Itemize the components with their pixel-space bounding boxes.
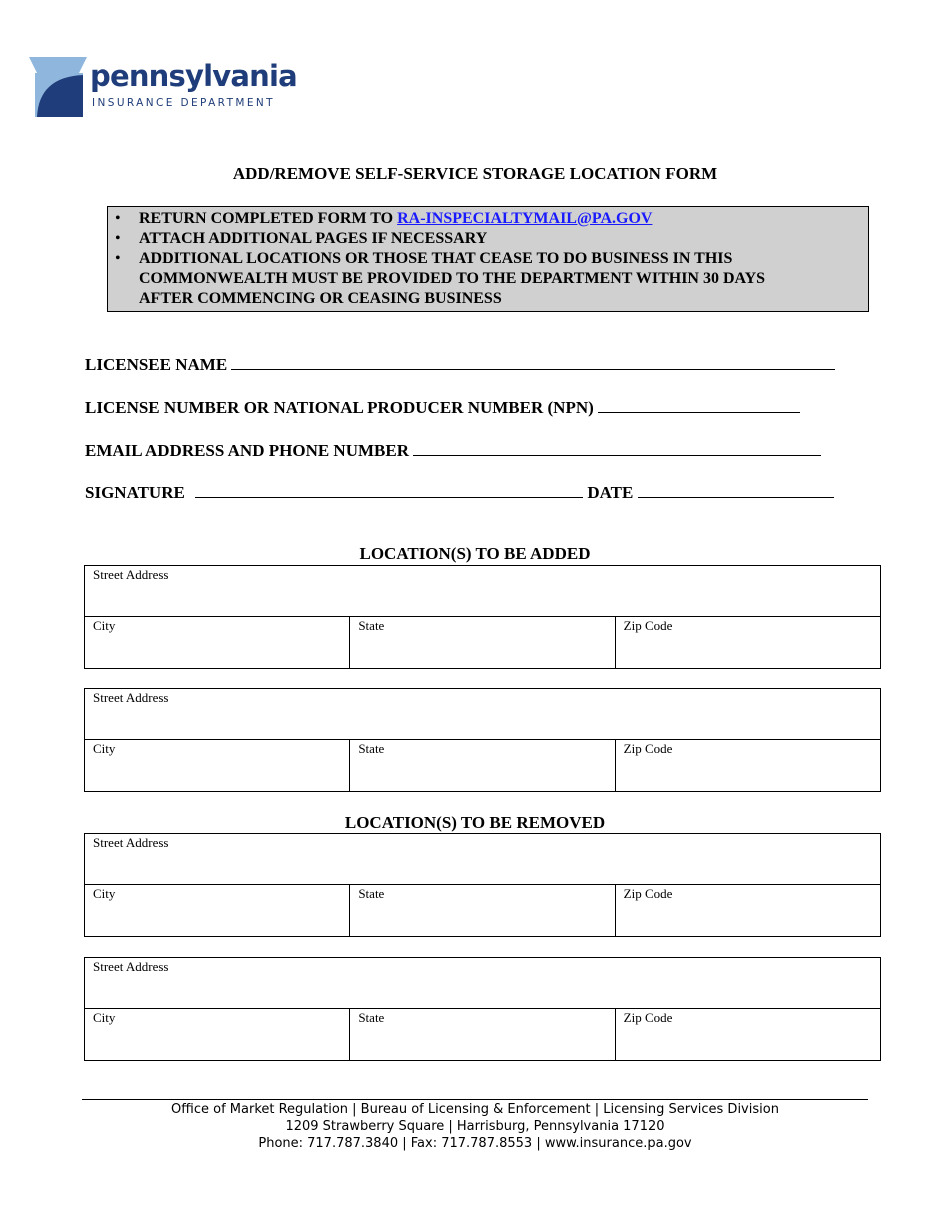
email-phone-input[interactable] [413, 441, 821, 456]
pa-insurance-logo [27, 55, 297, 119]
footer-line-office: Office of Market Regulation | Bureau of Licensing & Enforcement | Licensing Services Division [171, 1102, 779, 1117]
licensee-name-label: LICENSEE NAME [85, 355, 228, 374]
date-label: DATE [587, 483, 634, 502]
city-label: City [93, 1010, 116, 1025]
state-field[interactable] [349, 1009, 614, 1060]
return-email-link[interactable]: RA-INSPECIALTYMAIL@PA.GOV [397, 210, 653, 227]
license-number-row [85, 398, 800, 418]
city-field[interactable] [85, 617, 349, 668]
instruction-attach: • ATTACH ADDITIONAL PAGES IF NECESSARY [108, 229, 868, 249]
street-address-label: Street Address [93, 567, 169, 582]
removed-location-1 [84, 833, 881, 937]
street-address-field[interactable] [85, 566, 880, 617]
state-field[interactable] [349, 740, 614, 791]
state-label: State [358, 886, 385, 901]
instruction-return [108, 209, 868, 229]
city-field[interactable] [85, 740, 349, 791]
state-field[interactable] [349, 885, 614, 936]
footer-line-contact: Phone: 717.787.3840 | Fax: 717.787.8553 | www.insurance.pa.gov [258, 1136, 692, 1151]
brand-name: pennsylvania [90, 59, 297, 93]
email-phone-row [85, 441, 821, 461]
additional-line-1: ADDITIONAL LOCATIONS OR THOSE THAT CEASE TO DO BUSINESS IN THIS [139, 250, 733, 267]
zip-code-label: Zip Code [623, 741, 673, 756]
brand-subtitle: INSURANCE DEPARTMENT [92, 97, 275, 109]
instruction-additional [108, 249, 868, 309]
street-address-label: Street Address [93, 959, 169, 974]
city-label: City [93, 741, 116, 756]
added-section-title: LOCATION(S) TO BE ADDED [359, 544, 591, 563]
email-phone-label: EMAIL ADDRESS AND PHONE NUMBER [85, 441, 409, 460]
added-location-2 [84, 688, 881, 792]
footer-line-address: 1209 Strawberry Square | Harrisburg, Pennsylvania 17120 [285, 1119, 665, 1134]
instructions-box [107, 206, 869, 312]
signature-input[interactable] [195, 483, 583, 498]
licensee-name-input[interactable] [231, 355, 835, 370]
street-address-field[interactable] [85, 834, 880, 885]
street-address-label: Street Address [93, 835, 169, 850]
state-field[interactable] [349, 617, 614, 668]
return-prefix: RETURN COMPLETED FORM TO [139, 210, 398, 227]
city-field[interactable] [85, 1009, 349, 1060]
state-label: State [358, 618, 385, 633]
signature-label: SIGNATURE [85, 483, 185, 502]
state-label: State [358, 1010, 385, 1025]
form-title: ADD/REMOVE SELF-SERVICE STORAGE LOCATION FORM [232, 164, 718, 183]
zip-code-field[interactable] [615, 885, 880, 936]
footer-divider [82, 1099, 868, 1100]
removed-location-2 [84, 957, 881, 1061]
licensee-name-row [85, 355, 835, 375]
added-location-1 [84, 565, 881, 669]
street-address-field[interactable] [85, 958, 880, 1009]
additional-line-2: COMMONWEALTH MUST BE PROVIDED TO THE DEPARTMENT WITHIN 30 DAYS [139, 270, 766, 287]
zip-code-label: Zip Code [623, 1010, 673, 1025]
zip-code-label: Zip Code [623, 886, 673, 901]
city-label: City [93, 618, 116, 633]
license-number-label: LICENSE NUMBER OR NATIONAL PRODUCER NUMBER (NPN) [85, 398, 594, 417]
footer [0, 1101, 950, 1152]
signature-row [85, 483, 834, 503]
street-address-label: Street Address [93, 690, 169, 705]
zip-code-field[interactable] [615, 617, 880, 668]
removed-section-title: LOCATION(S) TO BE REMOVED [344, 813, 606, 832]
zip-code-field[interactable] [615, 740, 880, 791]
zip-code-field[interactable] [615, 1009, 880, 1060]
city-field[interactable] [85, 885, 349, 936]
keystone-logo-icon [27, 55, 89, 119]
license-number-input[interactable] [598, 398, 800, 413]
additional-line-3: AFTER COMMENCING OR CEASING BUSINESS [139, 290, 502, 307]
state-label: State [358, 741, 385, 756]
date-input[interactable] [638, 483, 834, 498]
street-address-field[interactable] [85, 689, 880, 740]
zip-code-label: Zip Code [623, 618, 673, 633]
city-label: City [93, 886, 116, 901]
